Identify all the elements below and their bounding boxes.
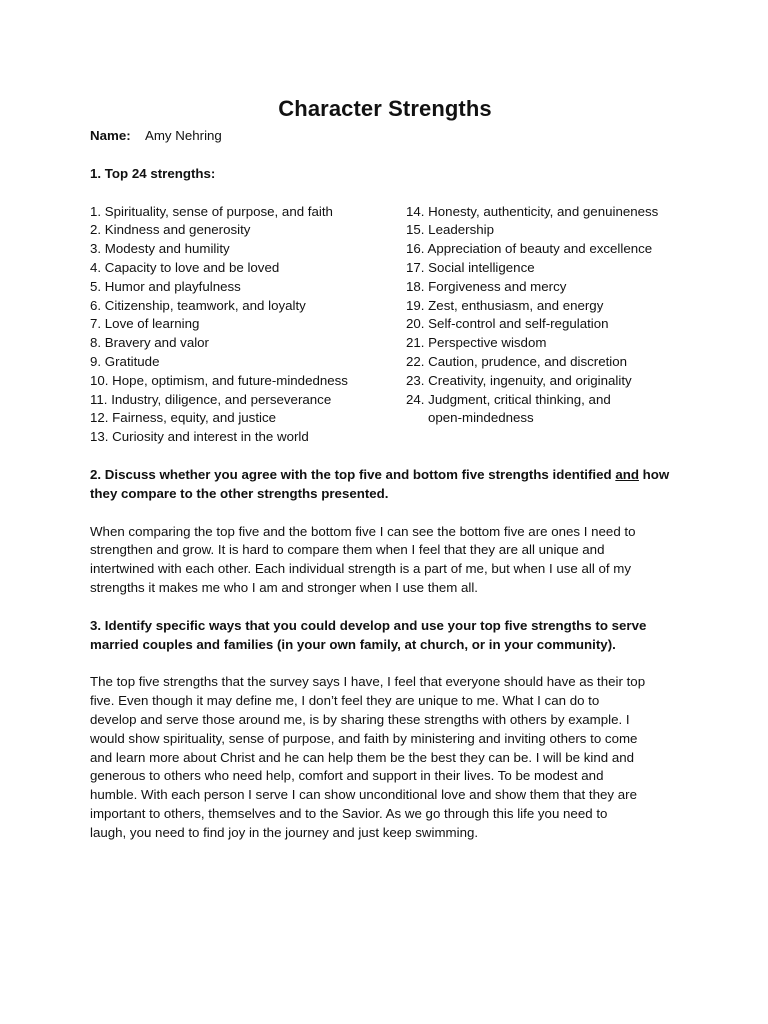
section1-heading: 1. Top 24 strengths:: [90, 165, 216, 181]
answer-2-paragraph: [90, 523, 680, 598]
strength-item: 18. Forgiveness and mercy: [406, 278, 567, 294]
question-2-text-end: how: [638, 466, 670, 482]
answer-line: five. Even though it may define me, I don’t feel they are unique to me. What I can do to: [90, 693, 600, 709]
strength-item: 1. Spirituality, sense of purpose, and faith: [90, 203, 333, 219]
answer-line: intertwined with each other. Each individual strength is a part of me, but when I use all of my: [90, 561, 632, 577]
answer-line: laugh, you need to find joy in the journey and just keep swimming.: [90, 824, 479, 840]
question-3-line: 3. Identify specific ways that you could develop and use your top five strengths to serve: [90, 617, 647, 633]
question-2-line: [90, 466, 680, 485]
strength-item: 23. Creativity, ingenuity, and originality: [406, 372, 632, 388]
question-3-line: married couples and families (in your own family, at church, or in your community).: [90, 636, 616, 652]
answer-line: When comparing the top five and the bottom five I can see the bottom five are ones I need to: [90, 523, 636, 539]
strength-item: 21. Perspective wisdom: [406, 335, 547, 351]
answer-line: generous to others who need help, comfort and support in their lives. To be modest and: [90, 768, 604, 784]
strength-item: 15. Leadership: [406, 222, 494, 238]
strength-item: 9. Gratitude: [90, 353, 160, 369]
question-2-underlined-word: and: [615, 466, 639, 482]
strength-item: 17. Social intelligence: [406, 259, 535, 275]
name-line: [90, 127, 680, 146]
strength-item: 13. Curiosity and interest in the world: [90, 429, 309, 445]
document-title: Character Strengths: [278, 96, 492, 121]
strength-item: 6. Citizenship, teamwork, and loyalty: [90, 297, 306, 313]
strength-item: 2. Kindness and generosity: [90, 222, 251, 238]
answer-3-paragraph: [90, 673, 680, 842]
answer-line: and learn more about Christ and he can help them be the best they can be. I will be kind and: [90, 749, 635, 765]
strength-item: 12. Fairness, equity, and justice: [90, 410, 277, 426]
answer-line: develop and serve those around me, is by sharing these strengths with others by example. I: [90, 711, 630, 727]
strength-item: 7. Love of learning: [90, 316, 200, 332]
strength-item: 22. Caution, prudence, and discretion: [406, 353, 628, 369]
question-2-text: 2. Discuss whether you agree with the top five and bottom five strengths identified: [90, 466, 616, 482]
strength-item: 19. Zest, enthusiasm, and energy: [406, 297, 604, 313]
question-2-line: they compare to the other strengths presented.: [90, 485, 389, 501]
strength-item-continuation: open-mindedness: [428, 410, 534, 426]
strengths-right-column: [406, 203, 680, 447]
name-label: Name:: [90, 128, 131, 143]
answer-line: strengths it makes me who I am and stronger when I use them all.: [90, 579, 479, 595]
strength-item: 10. Hope, optimism, and future-mindedness: [90, 372, 348, 388]
strength-item: 4. Capacity to love and be loved: [90, 259, 280, 275]
strength-item: 8. Bravery and valor: [90, 335, 209, 351]
strength-item: 24. Judgment, critical thinking, and: [406, 391, 611, 407]
strength-item: 14. Honesty, authenticity, and genuineness: [406, 203, 659, 219]
strength-item: 5. Humor and playfulness: [90, 278, 241, 294]
strengths-list: [90, 203, 680, 447]
answer-line: would show spirituality, sense of purpose, and faith by ministering and inviting others to come: [90, 730, 638, 746]
question-2-heading: [90, 466, 680, 504]
strength-item: 3. Modesty and humility: [90, 241, 230, 257]
answer-line: The top five strengths that the survey says I have, I feel that everyone should have as their top: [90, 674, 646, 690]
answer-line: important to others, themselves and to the Savior. As we go through this life you need to: [90, 805, 608, 821]
strength-item: 11. Industry, diligence, and perseverance: [90, 391, 332, 407]
name-value: Amy Nehring: [144, 128, 222, 143]
strengths-left-column: [90, 203, 406, 447]
strength-item: 16. Appreciation of beauty and excellence: [406, 241, 653, 257]
answer-line: strengthen and grow. It is hard to compare them when I feel that they are all unique and: [90, 542, 605, 558]
strength-item: 20. Self-control and self-regulation: [406, 316, 609, 332]
answer-line: humble. With each person I serve I can show unconditional love and show them that they are: [90, 787, 637, 803]
question-3-heading: [90, 617, 680, 655]
